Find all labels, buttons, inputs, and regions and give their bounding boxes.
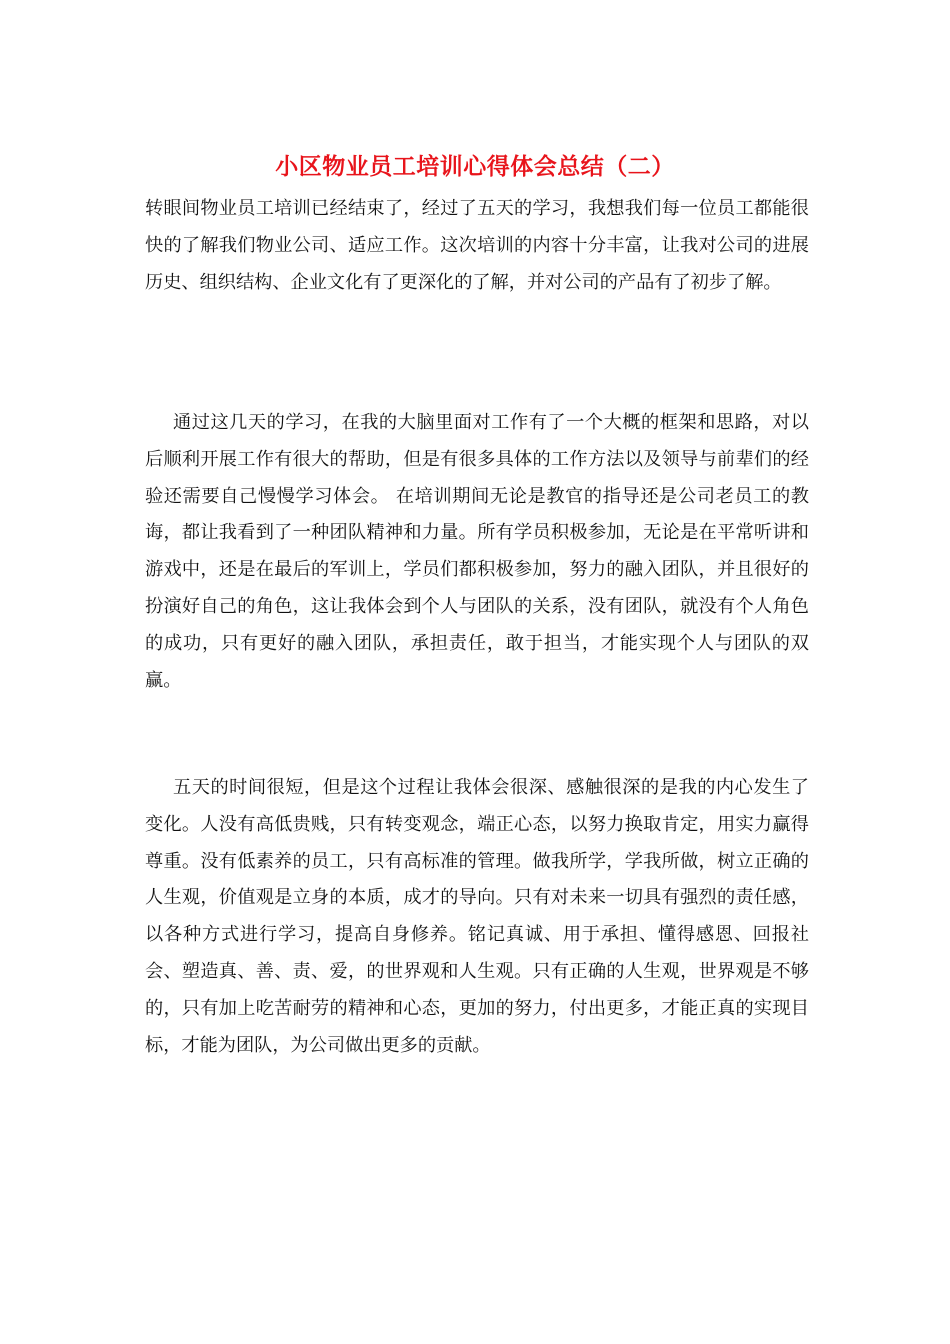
paragraph-1: 转眼间物业员工培训已经结束了，经过了五天的学习，我想我们每一位员工都能很快的了解我们物业公司、适应工作。这次培训的内容十分丰富，让我对公司的进展历史、组织结构、企业文化有了更深化的了解，并对公司的产品有了初步了解。: [145, 198, 809, 293]
paragraph-3: 五天的时间很短，但是这个过程让我体会很深、感触很深的是我的内心发生了变化。人没有高低贵贱，只有转变观念，端正心态，以努力换取肯定，用实力赢得尊重。没有低素养的员工，只有高标准的管理。做我所学，学我所做，树立正确的人生观，价值观是立身的本质，成才的导向。只有对未来一切具有强烈的责任感，以各种方式进行学习，提高自身修养。铭记真诚、用于承担、懂得感恩、回报社会、塑造真、善、责、爱，的世界观和人生观。只有正确的人生观，世界观是不够的，只有加上吃苦耐劳的精神和心态，更加的努力，付出更多，才能正真的实现目标，才能为团队，为公司做出更多的贡献。: [145, 777, 809, 1056]
document-title: 小区物业员工培训心得体会总结（二）: [275, 153, 675, 180]
paragraph-2: 通过这几天的学习，在我的大脑里面对工作有了一个大概的框架和思路，对以后顺利开展工作有很大的帮助，但是有很多具体的工作方法以及领导与前辈们的经验还需要自己慢慢学习体会。 在培训期间无论是教官的指导还是公司老员工的教诲，都让我看到了一种团队精神和力量。所有学员积极参加，无论是在平常听讲和游戏中，还是在最后的军训上，学员们都积极参加，努力的融入团队，并且很好的扮演好自己的角色，这让我体会到个人与团队的关系，没有团队，就没有个人角色的成功，只有更好的融入团队，承担责任，敢于担当，才能实现个人与团队的双赢。: [145, 412, 809, 691]
